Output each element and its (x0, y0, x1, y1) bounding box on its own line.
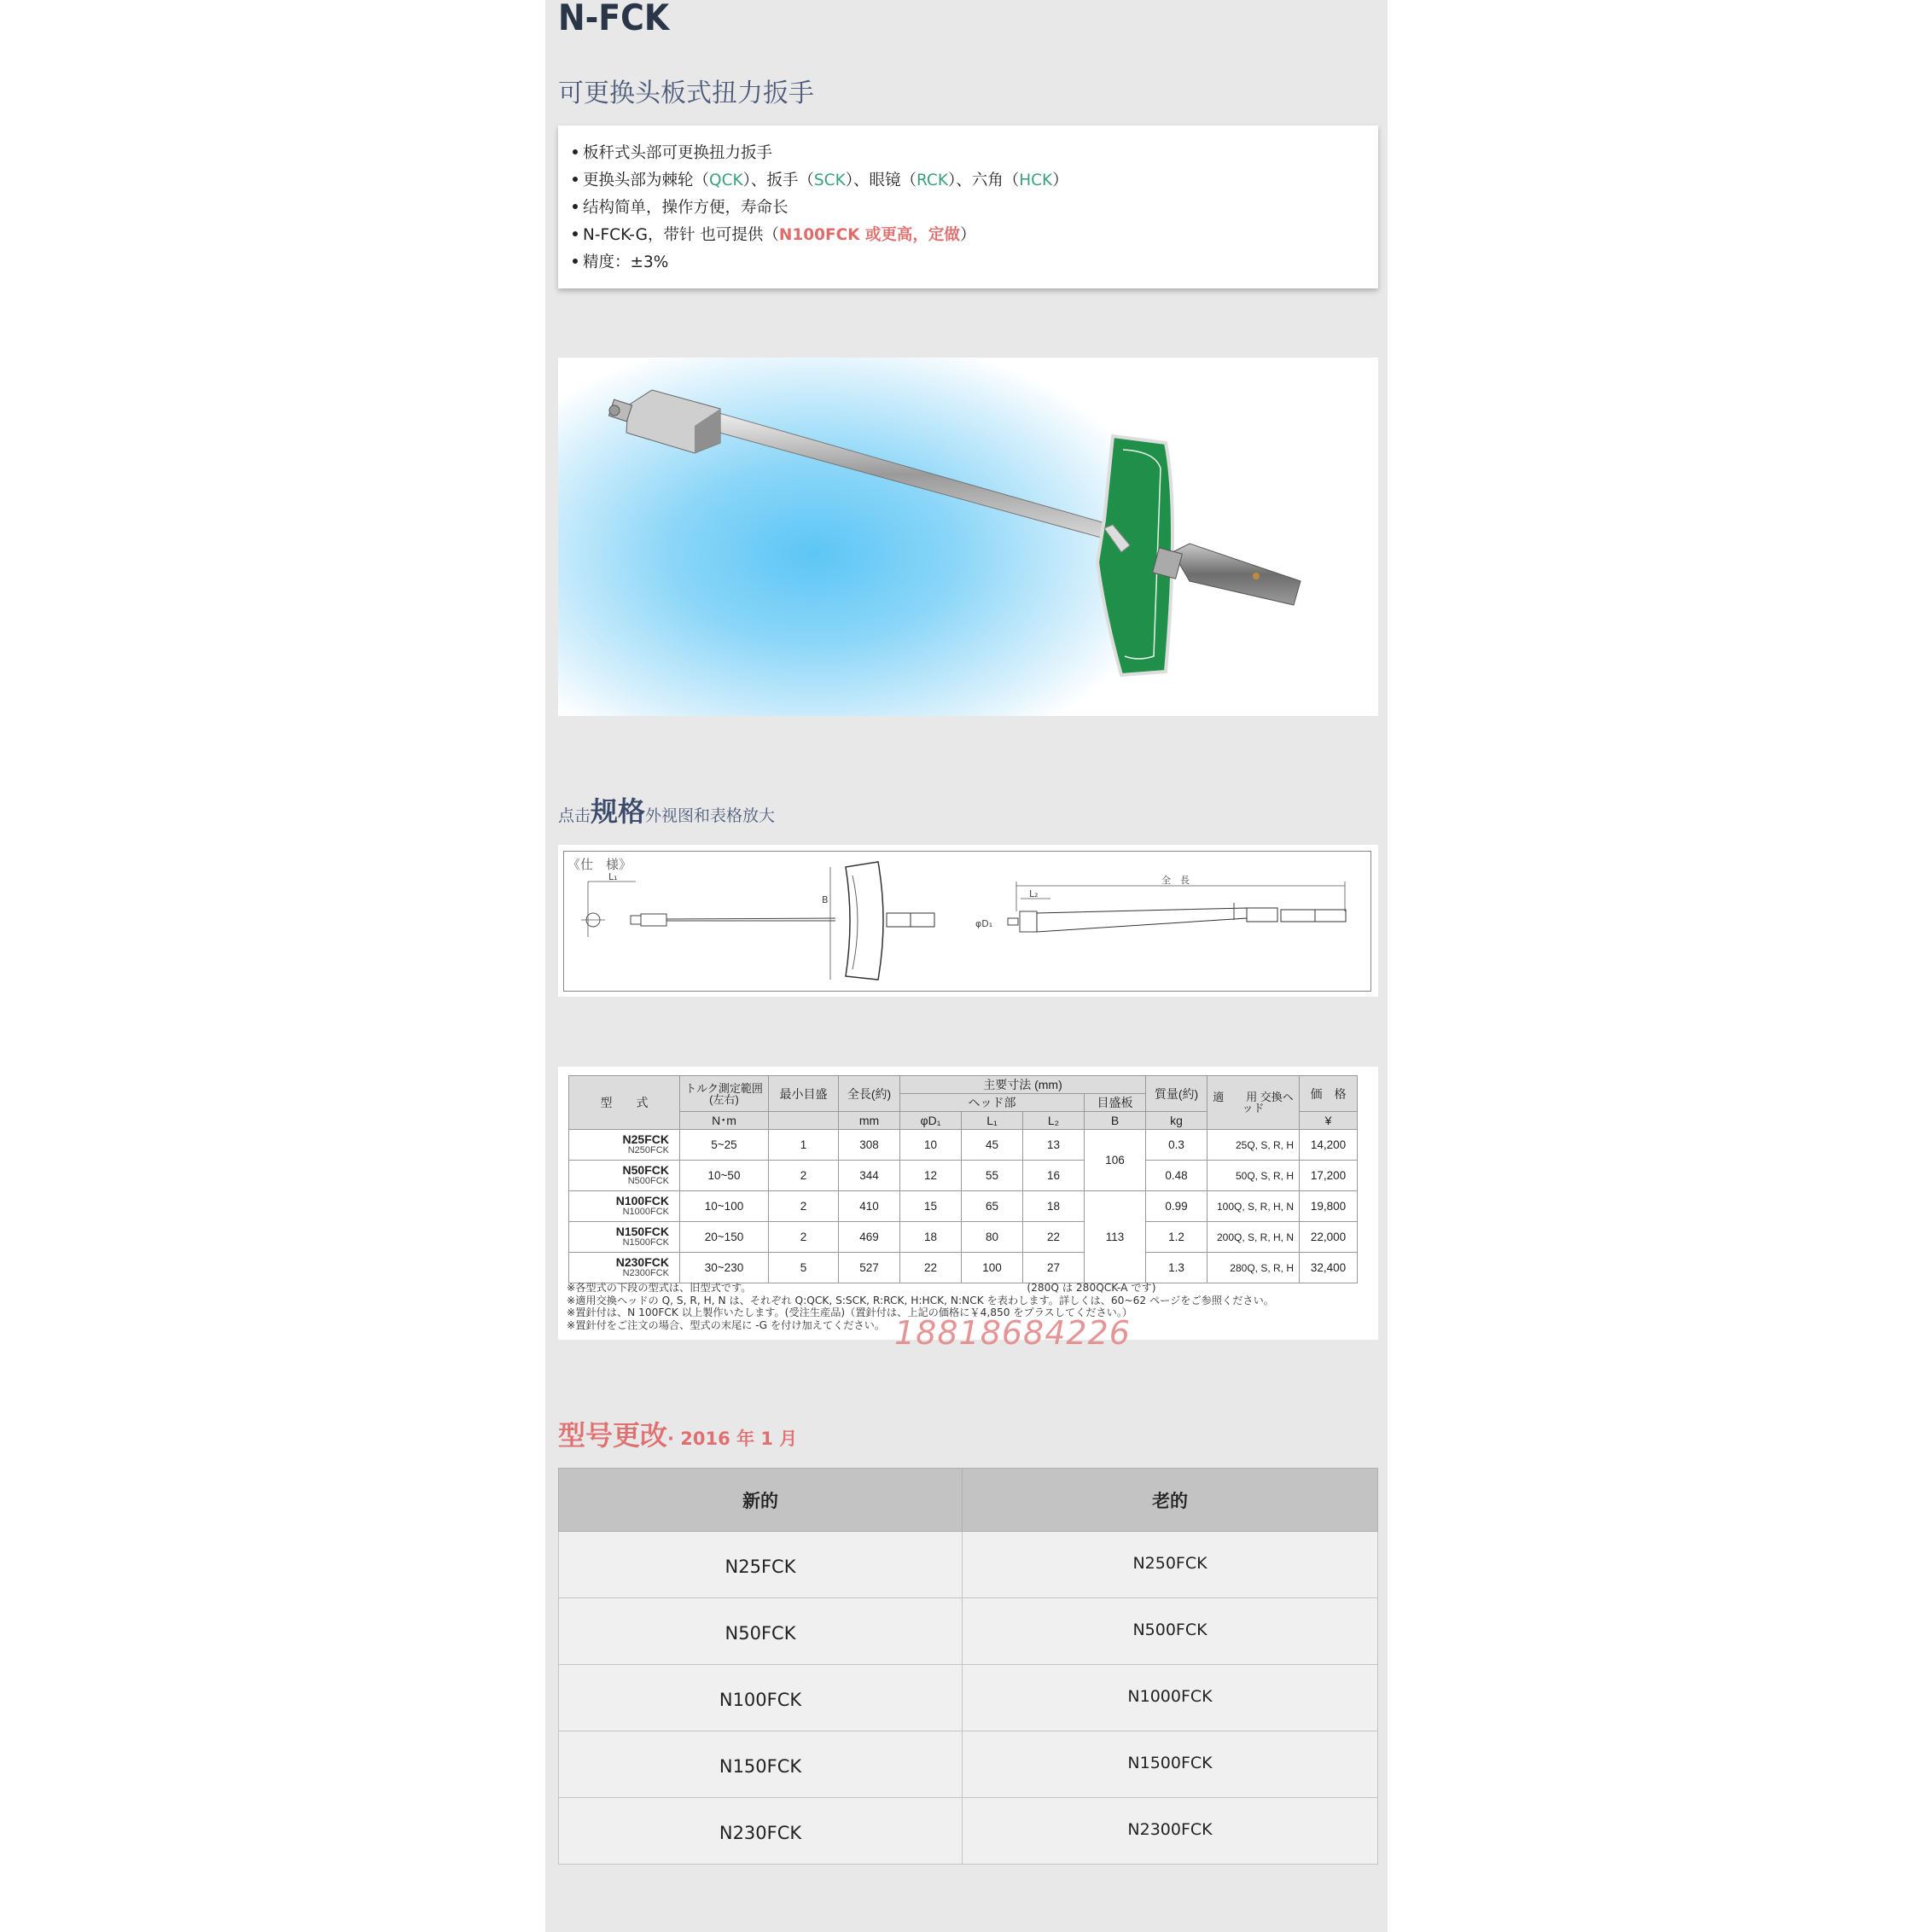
table-row (569, 1253, 1358, 1283)
table-cell: 106 (1085, 1130, 1146, 1191)
table-cell: 469 (839, 1222, 900, 1253)
table-row (569, 1161, 1358, 1191)
table-cell: 1.2 (1146, 1222, 1208, 1253)
th-model: 型 式 (569, 1076, 680, 1130)
table-cell: N50FCK N500FCK (569, 1161, 680, 1191)
th-min: 最小目盛 (769, 1076, 839, 1112)
diagram-l2: L₂ (1029, 888, 1039, 899)
spec-table-image[interactable] (558, 1067, 1378, 1352)
diagram-title: 《仕 様》 (567, 857, 632, 872)
th-unit-b: B (1085, 1112, 1146, 1130)
table-cell: N150FCK (559, 1731, 963, 1798)
table-cell: 344 (839, 1161, 900, 1191)
table-cell: 15 (900, 1191, 962, 1222)
table-cell: 22,000 (1300, 1222, 1358, 1253)
feature-item: N-FCK-G，带针 也可提供（N100FCK 或更高，定做） (573, 223, 975, 245)
table-row (569, 1130, 1358, 1161)
table-row (569, 1222, 1358, 1253)
table-row (559, 1532, 1378, 1598)
table-cell: N250FCK (963, 1532, 1378, 1598)
table-row (559, 1665, 1378, 1731)
table-cell: 10~50 (680, 1161, 769, 1191)
table-cell: N25FCK N250FCK (569, 1130, 680, 1161)
th-unit-l1: L₁ (962, 1112, 1023, 1130)
content-column (545, 0, 1388, 1932)
th-length: 全長(約) (839, 1076, 900, 1112)
table-cell: 5 (769, 1253, 839, 1283)
th-head-part: ヘッド部 (900, 1094, 1085, 1112)
th-unit-price: ¥ (1300, 1112, 1358, 1130)
table-cell: 2 (769, 1161, 839, 1191)
table-cell: 0.48 (1146, 1161, 1208, 1191)
table-row (559, 1798, 1378, 1865)
model-change-table (558, 1468, 1378, 1865)
page-title: N-FCK (558, 0, 670, 38)
th-range: トルク測定範囲 (左右) (680, 1076, 769, 1112)
table-cell: 27 (1023, 1253, 1085, 1283)
table-row (559, 1731, 1378, 1798)
th-unit-len: mm (839, 1112, 900, 1130)
table-cell: N25FCK (559, 1532, 963, 1598)
th-price: 価 格 (1300, 1076, 1358, 1112)
table-cell: 17,200 (1300, 1161, 1358, 1191)
table-cell: 2 (769, 1191, 839, 1222)
model-change-title: 型号更改· 2016 年 1 月 (558, 1419, 798, 1452)
table-cell: 13 (1023, 1130, 1085, 1161)
dimension-drawing (564, 852, 1370, 991)
table-cell: 100Q, S, R, H, N (1208, 1191, 1300, 1222)
th-mass: 質量(約) (1146, 1076, 1208, 1112)
diagram-l1: L₁ (608, 871, 618, 882)
table-cell: 12 (900, 1161, 962, 1191)
table-cell: 113 (1085, 1191, 1146, 1283)
table-cell: 10~100 (680, 1191, 769, 1222)
table-cell: 18 (1023, 1191, 1085, 1222)
table-cell: 19,800 (1300, 1191, 1358, 1222)
spec-notes: ※各型式の下段の型式は、旧型式です。 (280Q は 280QCK-A です) ※適用交換ヘッドの Q, S, R, H, N は、それぞれ Q:QCK, S:SCK, R:RCK, H:HCK, N:NCK を表わします。詳しくは、60~62 ページをご参照ください。 ※置針付は、N 100FCK 以上製作いたします。(受注生産品)（置針付は、上記の価格に￥4,850 をプラスしてください。） ※置針付をご注文の場合、型式の末尾に -G を付け加えてください。 (567, 1282, 1274, 1331)
feature-item: 精度：±3% (573, 250, 668, 272)
table-cell: N100FCK (559, 1665, 963, 1731)
table-cell: 0.99 (1146, 1191, 1208, 1222)
diagram-b: B (822, 894, 829, 905)
th-unit-mass: kg (1146, 1112, 1208, 1130)
table-cell: 30~230 (680, 1253, 769, 1283)
th-main-dims: 主要寸法 (mm) (900, 1076, 1146, 1094)
product-photo (558, 358, 1378, 716)
table-cell: N230FCK N2300FCK (569, 1253, 680, 1283)
diagram-d1: φD₁ (975, 918, 993, 929)
phone-watermark: 18818684226 (894, 1314, 1131, 1352)
table-cell: N50FCK (559, 1598, 963, 1665)
table-cell: 50Q, S, R, H (1208, 1161, 1300, 1191)
table-cell: N100FCK N1000FCK (569, 1191, 680, 1222)
table-row (569, 1191, 1358, 1222)
table-cell: 25Q, S, R, H (1208, 1130, 1300, 1161)
table-cell: 0.3 (1146, 1130, 1208, 1161)
table-cell: 14,200 (1300, 1130, 1358, 1161)
table-cell: 45 (962, 1130, 1023, 1161)
table-cell: 22 (900, 1253, 962, 1283)
table-cell: 20~150 (680, 1222, 769, 1253)
table-cell: 5~25 (680, 1130, 769, 1161)
table-cell: N150FCK N1500FCK (569, 1222, 680, 1253)
feature-item: 板秆式头部可更换扭力扳手 (573, 141, 772, 163)
th-heads: 適 用 交換ヘッド (1208, 1076, 1300, 1130)
table-cell: 280Q, S, R, H (1208, 1253, 1300, 1283)
torque-wrench-illustration (558, 358, 1378, 716)
th-unit-d1: φD₁ (900, 1112, 962, 1130)
spec-diagram[interactable] (558, 845, 1378, 997)
feature-card (558, 125, 1378, 288)
table-cell: 16 (1023, 1161, 1085, 1191)
diagram-frame (563, 851, 1371, 992)
feature-item: 结构简单，操作方便，寿命长 (573, 195, 789, 218)
table-cell: N2300FCK (963, 1798, 1378, 1865)
spec-table (568, 1075, 1358, 1283)
table-cell: 100 (962, 1253, 1023, 1283)
th-scale: 目盛板 (1085, 1094, 1146, 1112)
table-cell: 18 (900, 1222, 962, 1253)
table-row (559, 1598, 1378, 1665)
table-cell: 1 (769, 1130, 839, 1161)
diagram-full: 全 長 (1161, 875, 1190, 886)
table-cell: 2 (769, 1222, 839, 1253)
th-unit-min (769, 1112, 839, 1130)
table-cell: 527 (839, 1253, 900, 1283)
spec-caption[interactable]: 点击规格外视图和表格放大 (558, 795, 776, 828)
table-cell: 22 (1023, 1222, 1085, 1253)
th-unit-l2: L₂ (1023, 1112, 1085, 1130)
feature-item: 更换头部为棘轮（QCK）、扳手（SCK）、眼镜（RCK）、六角（HCK） (573, 168, 1068, 190)
table-cell: 10 (900, 1130, 962, 1161)
table-cell: 200Q, S, R, H, N (1208, 1222, 1300, 1253)
table-cell: 55 (962, 1161, 1023, 1191)
page-subtitle: 可更换头板式扭力扳手 (558, 79, 814, 108)
table-cell: N1000FCK (963, 1665, 1378, 1731)
table-cell: N1500FCK (963, 1731, 1378, 1798)
table-cell: 410 (839, 1191, 900, 1222)
col-new: 新的 (559, 1469, 963, 1532)
table-cell: 65 (962, 1191, 1023, 1222)
table-cell: 32,400 (1300, 1253, 1358, 1283)
th-unit-range: N･m (680, 1112, 769, 1130)
table-cell: 308 (839, 1130, 900, 1161)
table-cell: N230FCK (559, 1798, 963, 1865)
col-old: 老的 (963, 1469, 1378, 1532)
table-cell: 1.3 (1146, 1253, 1208, 1283)
table-cell: N500FCK (963, 1598, 1378, 1665)
table-cell: 80 (962, 1222, 1023, 1253)
